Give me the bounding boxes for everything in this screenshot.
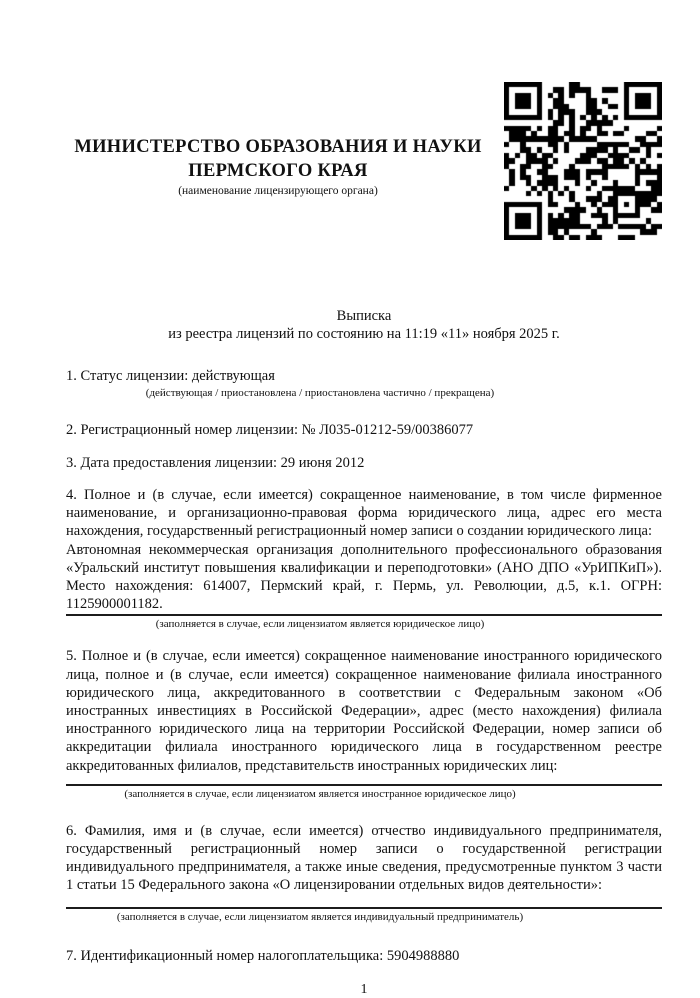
field-6-text: 6. Фамилия, имя и (в случае, если имеется) отчество индивидуального предпринимателя, государственный регистрационный номер записи о государственной регистрации индивидуального предпринимателя, а также иные сведения, предусмотренные пунктом 3 части 1 статьи 15 Федерального закона «О лицензировании отдельных видов деятельности»:: [66, 822, 662, 894]
field-4-value: Автономная некоммерческая организация дополнительного профессионального образования «Уральский институт повышения квалификации и переподготовки» (АНО ДПО «УрИПКиП»). Место нахождения: 614007, Пермский край, г. Пермь, ул. Революции, д.5, к.1. ОГРН: 1125900001182.: [66, 541, 662, 613]
field-4-text: 4. Полное и (в случае, если имеется) сокращенное наименование, в том числе фирменное наименование, и организационно-правовая форма юридического лица, адрес его места нахождения, государственный регистрационный номер записи о создании юридического лица:: [66, 487, 662, 540]
field-5-underline-rule: [66, 784, 662, 786]
field-6-individual-entrepreneur: [66, 822, 662, 924]
field-5-text: 5. Полное и (в случае, если имеется) сокращенное наименование иностранного юридического лица, полное и (в случае, если имеется) сокращенное наименование филиала иностранного юридического лица, аккредитованного в соответствии с Федеральным законом «Об иностранных инвестициях в Российской Федерации», адрес (место нахождения) филиала иностранного юридического лица на территории Российской Федерации, номер записи об аккредитации филиала иностранного юридического лица в государственном реестре аккредитованных филиалов, представительств иностранных юридических лиц:: [66, 648, 662, 774]
field-3-text: 3. Дата предоставления лицензии: 29 июня 2012: [66, 454, 365, 471]
field-6-underline-rule: [66, 907, 662, 909]
ministry-name-line1: МИНИСТЕРСТВО ОБРАЗОВАНИЯ И НАУКИ: [74, 137, 482, 157]
field-1-caption: (действующая / приостановлена / приостановлена частично / прекращена): [145, 386, 495, 399]
document-title-line2: из реестра лицензий по состоянию на 11:19 «11» ноября 2025 г.: [168, 326, 560, 343]
document-title-line1: Выписка: [336, 308, 392, 324]
field-5-foreign-entity: [66, 647, 662, 800]
field-1-text: 1. Статус лицензии: действующая: [66, 368, 275, 385]
field-2-text: 2. Регистрационный номер лицензии: № Л035-01212-59/00386077: [66, 421, 474, 438]
field-4-caption: (заполняется в случае, если лицензиатом является юридическое лицо): [155, 618, 485, 631]
field-1-license-status: [66, 367, 662, 399]
field-7-taxpayer-id: [66, 947, 662, 965]
document-title: [66, 307, 662, 343]
field-4-legal-entity: [66, 486, 662, 631]
ministry-caption: (наименование лицензирующего органа): [178, 185, 378, 197]
ministry-name-line2: ПЕРМСКОГО КРАЯ: [188, 161, 368, 181]
field-6-caption: (заполняется в случае, если лицензиатом является индивидуальный предприниматель): [116, 910, 524, 923]
field-5-caption: (заполняется в случае, если лицензиатом является иностранное юридическое лицо): [124, 787, 516, 800]
field-3-license-date: [66, 454, 662, 472]
page-number: 1: [360, 981, 368, 997]
field-4-underline-rule: [66, 614, 662, 616]
field-2-registration-number: [66, 421, 662, 439]
field-7-text: 7. Идентификационный номер налогоплательщика: 5904988880: [66, 947, 460, 964]
document-content: [66, 0, 662, 998]
licensing-authority-header: [66, 135, 490, 198]
